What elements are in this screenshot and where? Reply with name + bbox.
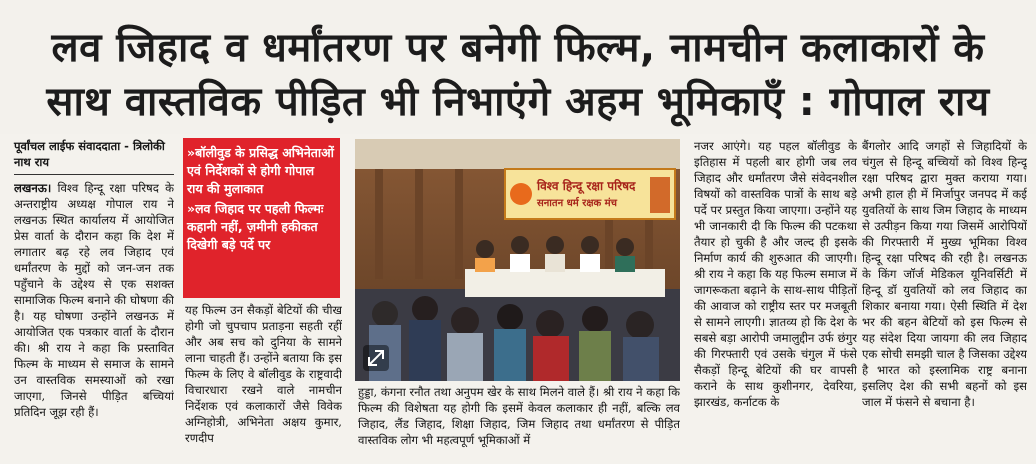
column-5-text: बैंगलोर आदि जगहों से जिहादियों के चंगुल से हिन्दू बच्चियों को विश्व हिन्दू रक्षा परिषद द्वारा मुक्त कराया गया। अभी हाल ही में मिर्जापुर जनपद में कई युवतियों के साथ जिम जिहाद के माध्यम से उत्पीड़न किया गया जिसमें आरोपियों की गिरफ्तारी में मुख्य भूमिका विश्व हिन्दू रक्षा परिषद की रही है। लखनऊ के किंग जॉर्ज मेडिकल यूनिवर्सिटी में हिन्दू डॉ युवतियों को लव जिहाद का शिकार बनाया गया। ऐसी स्थिति में देश भर की बहन बेटियों को इस फिल्म से यह संदेश दिया जायगा की लव जिहाद एक सोची समझी चाल है जिसका उद्देश्य है भारत को इस्लामिक राष्ट्र बनाना इसलिए देश की सभी बहनों को इस जाल में फंसने से बचाना है। <box>862 139 1027 409</box>
photo-illustration <box>355 139 680 381</box>
highlight-item: »लव जिहाद पर पहली फिल्मः कहानी नहीं, ज़मीनी हकीकत दिखेगी बड़े पर्दे पर <box>187 201 324 252</box>
headline-line-2: साथ वास्तविक पीड़ित भी निभाएंगे अहम भूमिकाएँ : गोपाल राय <box>46 79 990 125</box>
column-3-text: हुड्डा, कंगना रनौत तथा अनुपम खेर के साथ मिलने वाले हैं। श्री राय ने कहा कि फिल्म की विशेषता यह होगी कि इसमें केवल कलाकार ही नहीं, बल्कि लव जिहाद, लैंड जिहाद, शिक्षा जिहाद, जिम जिहाद तथा धर्मांतरण से पीड़ित वास्तविक लोग भी महत्वपूर्ण भूमिकाओं में <box>358 385 680 447</box>
article-column-4 <box>694 138 857 460</box>
column-1-text: विश्व हिन्दू रक्षा परिषद के अन्तराष्ट्रीय अध्यक्ष गोपाल राय ने लखनऊ स्थित कार्यालय में आयोजित प्रेस वार्ता के दौरान कहा कि देश में लगातार बढ़ रहे लव जिहाद एवं धर्मांतरण के मुद्दों को जन-जन तक पहुँचाने के उद्देश्य से एक सशक्त सामाजिक फिल्म बनाने की घोषणा की है। यह घोषणा उन्होंने लखनऊ में आयोजित एक पत्रकार वार्ता के दौरान की। श्री राय ने कहा कि प्रस्तावित फिल्म के माध्यम से समाज के सामने उन वास्तविक समस्याओं को रखा जाएगा, जिनसे पीड़ित बच्चियां प्रतिदिन जूझ रही हैं। <box>14 181 174 419</box>
headline-line-1: लव जिहाद व धर्मांतरण पर बनेगी फिल्म, नामचीन कलाकारों के <box>51 25 985 71</box>
headline <box>0 0 1036 134</box>
article-column-5 <box>862 138 1027 460</box>
banner-logo-icon <box>510 183 532 205</box>
column-2-text: यह फिल्म उन सैकड़ों बेटियों की चीख होगी जो चुपचाप प्रताड़ना सहती रहीं और अब सच को दुनिया के सामने लाना चाहती हैं। उन्होंने बताया कि इस फिल्म के लिए वे बॉलीवुड के राष्ट्रवादी विचारधारा रखने वाले नामचीन निर्देशक एवं कलाकारों जैसे विवेक अग्निहोत्री, अभिनेता अक्षय कुमार, रणदीप <box>185 303 342 445</box>
dateline: लखनऊ। <box>14 181 52 195</box>
article-column-1 <box>14 180 174 460</box>
article-column-3 <box>358 384 680 460</box>
highlight-item: »बॉलीवुड के प्रसिद्ध अभिनेताओं एवं निर्देशकों से होगी गोपाल राय की मुलाकात <box>187 145 334 196</box>
highlights-box <box>183 138 340 298</box>
banner-org-name: विश्व हिन्दू रक्षा परिषद <box>537 179 636 193</box>
column-4-text: नजर आएंगे। यह पहल बॉलीवुड के इतिहास में पहली बार होगी जब लव जिहाद और धर्मांतरण जैसे संवेदनशील विषयों को वास्तविक पात्रों के साथ बड़े पर्दे पर प्रस्तुत किया जाएगा। उन्होंने यह भी जानकारी दी कि फिल्म की पटकथा तैयार हो चुकी है और जल्द ही इसके निर्माण कार्य की शुरुआत की जाएगी। श्री राय ने कहा कि यह फिल्म समाज में जागरूकता बढ़ाने के साथ-साथ पीड़ितों की आवाज को राष्ट्रीय स्तर पर मजबूती से सामने लाएगी। ज्ञातव्य हो कि देश के सबसे बड़ा आरोपी जमालुद्दीन उर्फ छंगुर की गिरफ्तारी एवं उसके चंगुल में फंसे सैकड़ों हिन्दू बेटियों की घर वापसी कराने के साथ कुशीनगर, देवरिया, झारखंड, कर्नाटक के <box>694 139 857 409</box>
article-column-2 <box>185 302 342 460</box>
byline: पूर्वांचल लाईफ संवाददाता - त्रिलोकी नाथ राय <box>14 139 165 169</box>
byline-divider <box>14 174 174 175</box>
press-conference-photo <box>355 139 680 381</box>
banner-subtitle: सनातन धर्म रक्षक मंच <box>537 198 617 209</box>
